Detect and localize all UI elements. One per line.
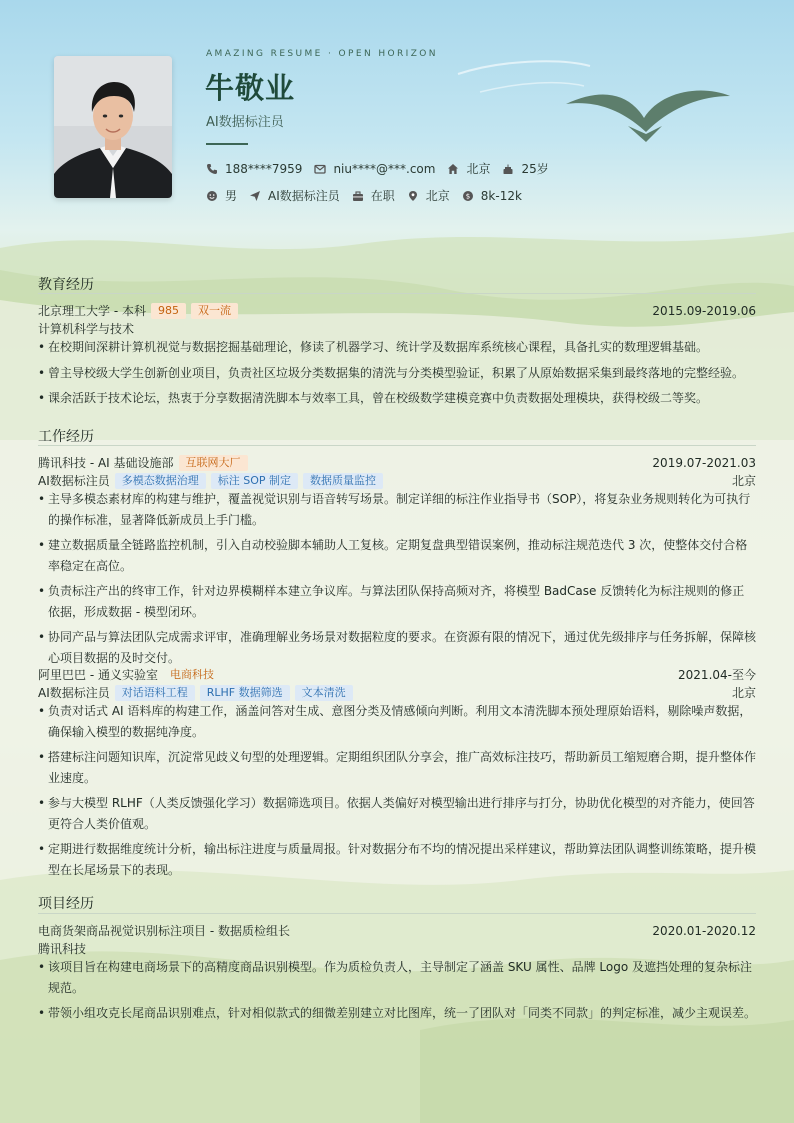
cake-icon xyxy=(502,163,514,175)
skill-tag: 文本清洗 xyxy=(295,685,353,701)
list-item: • 课余活跃于技术论坛，热衷于分享数据清洗脚本与效率工具，曾在校级数学建模竞赛中负责数据处理模块，获得校级二等奖。 xyxy=(38,388,756,409)
home-text: 北京 xyxy=(466,162,491,176)
job-bullets xyxy=(38,489,756,673)
school-tag: 双一流 xyxy=(191,303,238,319)
job-location: 北京 xyxy=(731,474,756,488)
svg-text:$: $ xyxy=(465,192,471,201)
phone-info xyxy=(206,162,302,176)
desired-city-text: 北京 xyxy=(425,189,450,203)
work-divider xyxy=(38,445,756,446)
skill-tag: RLHF 数据筛选 xyxy=(200,685,290,701)
education-section-title: 教育经历 xyxy=(38,277,94,293)
list-item: • 主导多模态素材库的构建与维护，覆盖视觉识别与语音转写场景。制定详细的标注作业指导书（SOP），将复杂业务规则转化为可执行的操作标准，显著降低新成员上手门槛。 xyxy=(38,489,756,530)
job-status-info xyxy=(352,187,395,204)
title-divider xyxy=(206,143,248,145)
job-role-line xyxy=(38,684,756,701)
job-role-line xyxy=(38,472,756,489)
job-date: 2021.04-至今 xyxy=(678,668,756,682)
email-info xyxy=(314,162,435,176)
school-tag: 985 xyxy=(151,303,186,319)
list-item: • 负责对话式 AI 语料库的构建工作，涵盖问答对生成、意图分类及情感倾向判断。利用文本清洗脚本预处理原始语料，剔除噪声数据，确保输入模型的数据纯净度。 xyxy=(38,701,756,742)
work-section-title: 工作经历 xyxy=(38,429,94,445)
company-tag: 互联网大厂 xyxy=(179,455,248,471)
project-name: 电商货架商品视觉识别标注项目 - 数据质检组长 xyxy=(38,924,290,938)
project-date: 2020.01-2020.12 xyxy=(652,923,756,938)
skill-tag: 标注 SOP 制定 xyxy=(211,473,298,489)
major-line xyxy=(38,320,756,337)
school-name: 北京理工大学 - 本科 xyxy=(38,304,146,318)
list-item: • 搭建标注问题知识库，沉淀常见歧义句型的处理逻辑。定期组织团队分享会，推广高效标注技巧，帮助新员工缩短磨合期，提升整体作业速度。 xyxy=(38,747,756,788)
company-name: 阿里巴巴 - 通义实验室 xyxy=(38,668,158,682)
education-divider xyxy=(38,293,756,294)
education-header xyxy=(38,302,756,319)
gender-text: 男 xyxy=(225,189,238,203)
gender-icon xyxy=(206,190,218,202)
mail-icon xyxy=(314,163,326,175)
education-date: 2015.09-2019.06 xyxy=(652,303,756,318)
major: 计算机科学与技术 xyxy=(38,322,135,336)
salary-text: 8k-12k xyxy=(480,188,522,203)
skill-tag: 数据质量监控 xyxy=(303,473,383,489)
list-item: • 该项目旨在构建电商场景下的高精度商品识别模型。作为质检负责人，主导制定了涵盖 SKU 属性、品牌 Logo 及遮挡处理的复杂标注规范。 xyxy=(38,957,756,998)
age-text: 25岁 xyxy=(521,162,549,176)
gender-info xyxy=(206,187,237,204)
job-role: AI数据标注员 xyxy=(38,474,110,488)
skill-tag: 对话语料工程 xyxy=(115,685,195,701)
list-item: • 参与大模型 RLHF（人类反馈强化学习）数据筛选项目。依据人类偏好对模型输出进行排序与打分，协助优化模型的对齐能力，使回答更符合人类价值观。 xyxy=(38,793,756,834)
company-tag: 电商科技 xyxy=(169,667,214,681)
job-title: AI数据标注员 xyxy=(206,115,284,130)
list-item: • 在校期间深耕计算机视觉与数据挖掘基础理论，修读了机器学习、统计学及数据库系统核心课程，具备扎实的数理逻辑基础。 xyxy=(38,337,756,358)
job-date: 2019.07-2021.03 xyxy=(652,455,756,470)
project-org: 腾讯科技 xyxy=(38,942,87,956)
candidate-name: 牛敬业 xyxy=(205,71,296,105)
status-icon xyxy=(352,190,364,202)
job-role: AI数据标注员 xyxy=(38,686,110,700)
contact-info-row xyxy=(206,160,561,177)
job-bullets xyxy=(38,701,756,885)
target-role-text: AI数据标注员 xyxy=(268,189,340,203)
project-bullets xyxy=(38,957,756,1029)
location-icon xyxy=(407,190,419,202)
home-icon xyxy=(447,163,459,175)
send-icon xyxy=(249,190,261,202)
education-bullets xyxy=(38,337,756,414)
age-info xyxy=(502,160,548,177)
list-item: • 建立数据质量全链路监控机制，引入自动校验脚本辅助人工复核。定期复盘典型错误案例，推动标注规范迭代 3 次，使整体交付合格率稳定在高位。 xyxy=(38,535,756,576)
job-header xyxy=(38,666,756,683)
avatar xyxy=(54,56,172,198)
skill-tag: 多模态数据治理 xyxy=(115,473,206,489)
target-role-info xyxy=(249,187,340,204)
list-item: • 负责标注产出的终审工作，针对边界模糊样本建立争议库。与算法团队保持高频对齐，将模型 BadCase 反馈转化为标注规则的修正依据，形成数据 - 模型闭环。 xyxy=(38,581,756,622)
tagline: AMAZING RESUME · OPEN HORIZON xyxy=(206,49,438,59)
desired-city-info xyxy=(407,187,450,204)
phone-icon xyxy=(206,163,218,175)
job-header xyxy=(38,454,756,471)
email-text: niu****@***.com xyxy=(333,161,436,176)
company-name: 腾讯科技 - AI 基础设施部 xyxy=(38,456,174,470)
list-item: • 带领小组攻克长尾商品识别难点，针对相似款式的细微差别建立对比图库，统一了团队对「同类不同款」的判定标准，减少主观误差。 xyxy=(38,1003,756,1024)
home-info xyxy=(447,160,490,177)
salary-info xyxy=(462,189,522,203)
projects-section-title: 项目经历 xyxy=(38,896,94,912)
list-item: • 曾主导校级大学生创新创业项目，负责社区垃圾分类数据集的清洗与分类模型验证，积累了从原始数据采集到最终落地的完整经验。 xyxy=(38,363,756,384)
personal-info-row xyxy=(206,187,534,204)
project-org-line xyxy=(38,940,756,957)
job-location: 北京 xyxy=(731,686,756,700)
phone-text: 188****7959 xyxy=(225,161,303,176)
list-item: • 协同产品与算法团队完成需求评审，准确理解业务场景对数据粒度的要求。在资源有限的情况下，通过优先级排序与任务拆解，保障核心项目数据的及时交付。 xyxy=(38,627,756,668)
salary-icon xyxy=(462,190,474,202)
projects-divider xyxy=(38,913,756,914)
list-item: • 定期进行数据维度统计分析，输出标注进度与质量周报。针对数据分布不均的情况提出采样建议，帮助算法团队调整训练策略，提升模型在长尾场景下的表现。 xyxy=(38,839,756,880)
job-status-text: 在职 xyxy=(370,189,395,203)
project-header xyxy=(38,922,756,939)
